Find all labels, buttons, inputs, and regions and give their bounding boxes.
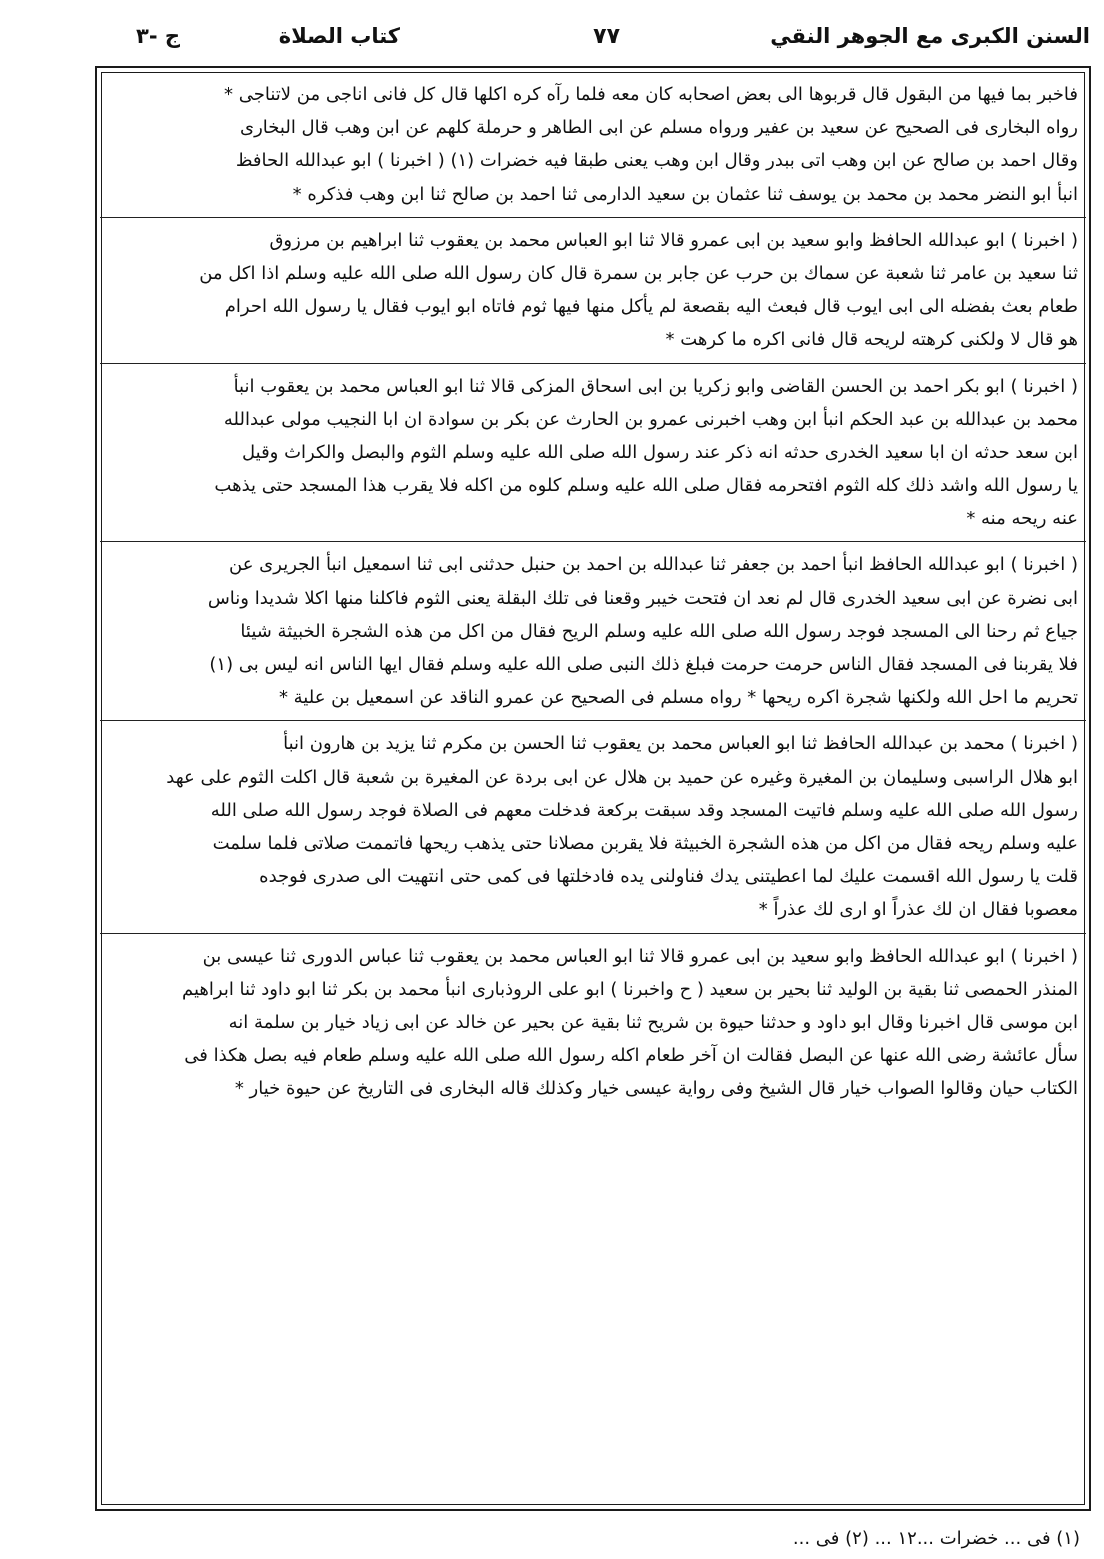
- text-line: انبأ ابو النضر محمد بن محمد بن يوسف ثنا عثمان بن سعيد الدارمى ثنا احمد بن صالح ثنا ابن وهب فذكره *: [292, 183, 1078, 205]
- paragraph: [108, 224, 1078, 357]
- book-title: كتاب الصلاة: [278, 24, 400, 48]
- body-text: [108, 78, 1078, 1105]
- text-line: ( اخبرنا ) ابو عبدالله الحافظ وابو سعيد بن ابى عمرو قالا ثنا ابو العباس محمد بن يعقوب ثنا ابراهيم بن مرزوق: [269, 229, 1078, 251]
- text-line: قلت يا رسول الله اقسمت عليك لما اعطيتنى يدك فناولنى يده فادخلتها فى كمى حتى انتهيت الى صدرى فوجده: [259, 866, 1078, 888]
- paragraph-divider: [100, 363, 1086, 364]
- volume-label: ج -٣: [136, 24, 180, 48]
- text-line: الكتاب حيان وقالوا الصواب خيار قال الشيخ وفى رواية عيسى خيار وكذلك قاله البخارى فى التاريخ عن حيوة خيار *: [234, 1078, 1078, 1100]
- paragraph: [108, 78, 1078, 211]
- text-line: المنذر الحمصى ثنا بقية بن الوليد ثنا بحير بن سعيد ( ح واخبرنا ) ابو على الروذبارى انبأ محمد بن بكر ثنا ابو داود ثنا ابراهيم: [181, 978, 1078, 1000]
- text-line: ابن موسى قال اخبرنا وقال ابو داود و حدثنا حيوة بن شريح ثنا بقية عن بحير عن خالد عن ابى زياد خيار بن سلمة انه: [228, 1011, 1078, 1033]
- text-line: فاخبر بما فيها من البقول قال قربوها الى بعض اصحابه كان معه فلما رآه كره اكلها قال كل فانى اناجى من لاتناجى *: [223, 84, 1078, 105]
- text-line: جياع ثم رحنا الى المسجد فوجد رسول الله صلى الله عليه وسلم الريح فقال من اكل من هذه الشجرة الخبيثة شيئا: [240, 620, 1078, 642]
- text-line: ثنا سعيد بن عامر ثنا شعبة عن سماك بن حرب عن جابر بن سمرة قال كان رسول الله صلى الله عليه وسلم اذا اكل من: [199, 262, 1078, 284]
- text-line: ابن سعد حدثه ان ابا سعيد الخدرى حدثه انه ذكر عند رسول الله صلى الله عليه وسلم الثوم والبصل والكراث وقيل: [242, 441, 1078, 463]
- text-line: ابو هلال الراسبى وسليمان بن المغيرة وغيره عن حميد بن هلال عن ابى بردة عن المغيرة بن شعبة قال اكلت الثوم على عهد: [166, 766, 1078, 788]
- paragraph: [108, 370, 1078, 536]
- running-title: السنن الكبرى مع الجوهر النقي: [770, 24, 1090, 48]
- page-number: ٧٧: [593, 24, 620, 49]
- paragraph: [108, 548, 1078, 714]
- text-line: معصوبا فقال ان لك عذراً او ارى لك عذراً *: [758, 899, 1078, 921]
- text-line: ابى نضرة عن ابى سعيد الخدرى قال لم نعد ان فتحت خيبر وقعنا فى تلك البقلة يعنى الثوم فاكلنا منها اكلا شديدا وناس: [207, 587, 1078, 609]
- text-line: ( اخبرنا ) ابو بكر احمد بن الحسن القاضى وابو زكريا بن ابى اسحاق المزكى قالا ثنا ابو العباس محمد بن يعقوب انبأ: [233, 375, 1078, 397]
- paragraph-divider: [100, 541, 1086, 542]
- text-line: ( اخبرنا ) ابو عبدالله الحافظ وابو سعيد بن ابى عمرو قالا ثنا ابو العباس محمد بن يعقوب ثنا عباس الدورى ثنا عيسى بن: [202, 945, 1078, 967]
- paragraph-divider: [100, 933, 1086, 934]
- paragraph: [108, 940, 1078, 1106]
- text-line: هو قال لا ولكنى كرهته لريحه قال فانى اكره ما كرهت *: [665, 329, 1078, 351]
- text-line: عنه ريحه منه *: [966, 508, 1078, 530]
- text-line: عليه وسلم ريحه فقال من اكل من هذه الشجرة الخبيثة فلا يقربن مصلانا حتى يذهب ريحها فاتممت صلاتى فلما سلمت: [212, 832, 1078, 854]
- text-line: ( اخبرنا ) محمد بن عبدالله الحافظ ثنا ابو العباس محمد بن يعقوب ثنا الحسن بن مكرم ثنا يزيد بن هارون انبأ: [283, 733, 1078, 755]
- text-line: رواه البخارى فى الصحيح عن سعيد بن عفير ورواه مسلم عن ابى الطاهر و حرملة كلهم عن ابن وهب قال البخارى: [240, 117, 1078, 139]
- text-line: فلا يقربنا فى المسجد فقال الناس حرمت حرمت فبلغ ذلك النبى صلى الله عليه وسلم فقال ايها الناس انه ليس بى (١): [209, 654, 1078, 675]
- text-line: تحريم ما احل الله ولكنها شجرة اكره ريحها * رواه مسلم فى الصحيح عن عمرو الناقد عن اسمعيل بن علية *: [278, 687, 1078, 709]
- text-line: وقال احمد بن صالح عن ابن وهب اتى ببدر وقال ابن وهب يعنى طبقا فيه خضرات (١) ( اخبرنا ) ابو عبدالله الحافظ: [235, 150, 1078, 172]
- text-line: سأل عائشة رضى الله عنها عن البصل فقالت ان آخر طعام اكله رسول الله صلى الله عليه وسلم طعام فيه بصل هكذا فى: [184, 1045, 1078, 1067]
- page-header: [60, 18, 1090, 58]
- paragraph-divider: [100, 217, 1086, 218]
- text-line: رسول الله صلى الله عليه وسلم فاتيت المسجد وقد سبقت بركعة فدخلت معهم فى الصلاة فوجد رسول الله صلى الله: [210, 799, 1078, 821]
- footnote: (١) فى ... خضرات ...١٢ ... (٢) فى ...: [792, 1528, 1080, 1549]
- text-line: طعام بعث بفضله الى ابى ايوب قال فبعث اليه بقصعة لم يأكل منها فيها ثوم فاتاه ابو ايوب فقال يا رسول الله احرام: [224, 296, 1078, 318]
- text-line: ( اخبرنا ) ابو عبدالله الحافظ انبأ احمد بن جعفر ثنا عبدالله بن احمد بن حنبل حدثنى ابى ثنا اسمعيل انبأ الجريرى عن: [229, 554, 1078, 576]
- paragraph-divider: [100, 720, 1086, 721]
- text-line: يا رسول الله واشد ذلك كله الثوم افتحرمه فقال صلى الله عليه وسلم كلوه من اكله فلا يقرب هذا المسجد حتى يذهب: [214, 475, 1078, 497]
- text-line: محمد بن عبدالله بن عبد الحكم انبأ ابن وهب اخبرنى عمرو بن الحارث عن بكر بن سوادة ان ابا النجيب مولى عبدالله: [223, 408, 1078, 430]
- paragraph: [108, 727, 1078, 926]
